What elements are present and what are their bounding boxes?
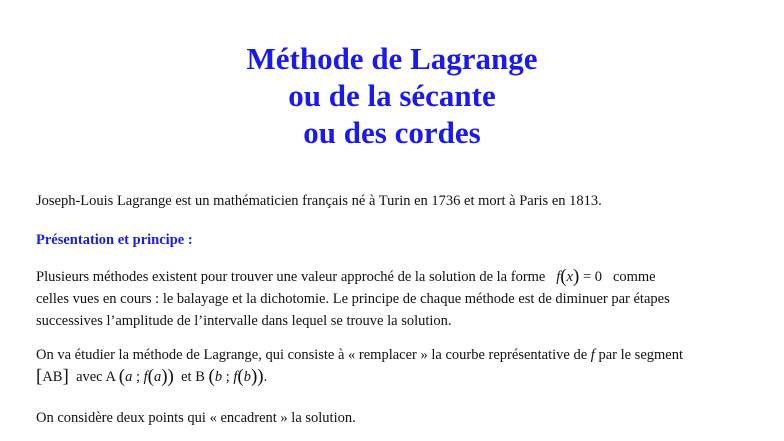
paragraph-methods-line-3: successives l’amplitude de l’intervalle dans lequel se trouve la solution.	[36, 313, 452, 329]
segment-ab: AB	[42, 369, 63, 385]
point-b: B (b ; f(b))	[195, 366, 264, 387]
paragraph-methods	[36, 266, 766, 332]
point-a: A (a ; f(a))	[105, 366, 174, 387]
methods-text: Plusieurs méthodes existent pour trouver une valeur approché de la solution de la forme	[36, 269, 546, 285]
title-line-2: ou de la sécante	[288, 78, 496, 113]
equation-f-of-x: f(x) = 0	[556, 266, 603, 287]
function-f: f	[590, 347, 595, 363]
paragraph-methods-line-1	[36, 266, 766, 288]
methods-comme: comme	[612, 269, 656, 285]
page-title	[0, 40, 784, 151]
intro-paragraph: Joseph-Louis Lagrange est un mathématicien français né à Turin en 1736 et mort à Paris en 1813.	[36, 193, 602, 209]
title-line-1: Méthode de Lagrange	[246, 41, 538, 76]
paragraph-lagrange-line-1: On va étudier la méthode de Lagrange, qui consiste à « remplacer » la courbe représentative de f par le segment	[36, 347, 684, 363]
paragraph-two-points: On considère deux points qui « encadrent » la solution.	[36, 410, 356, 426]
section-heading: Présentation et principe :	[36, 232, 193, 248]
paragraph-methods-line-2: celles vues en cours : le balayage et la dichotomie. Le principe de chaque méthode est de diminuer par étapes	[36, 291, 670, 307]
title-line-3: ou des cordes	[303, 115, 481, 150]
paragraph-lagrange	[36, 344, 766, 388]
paragraph-lagrange-line-2: [AB] avec A (a ; f(a)) et B (b ; f(b)).	[36, 366, 268, 387]
